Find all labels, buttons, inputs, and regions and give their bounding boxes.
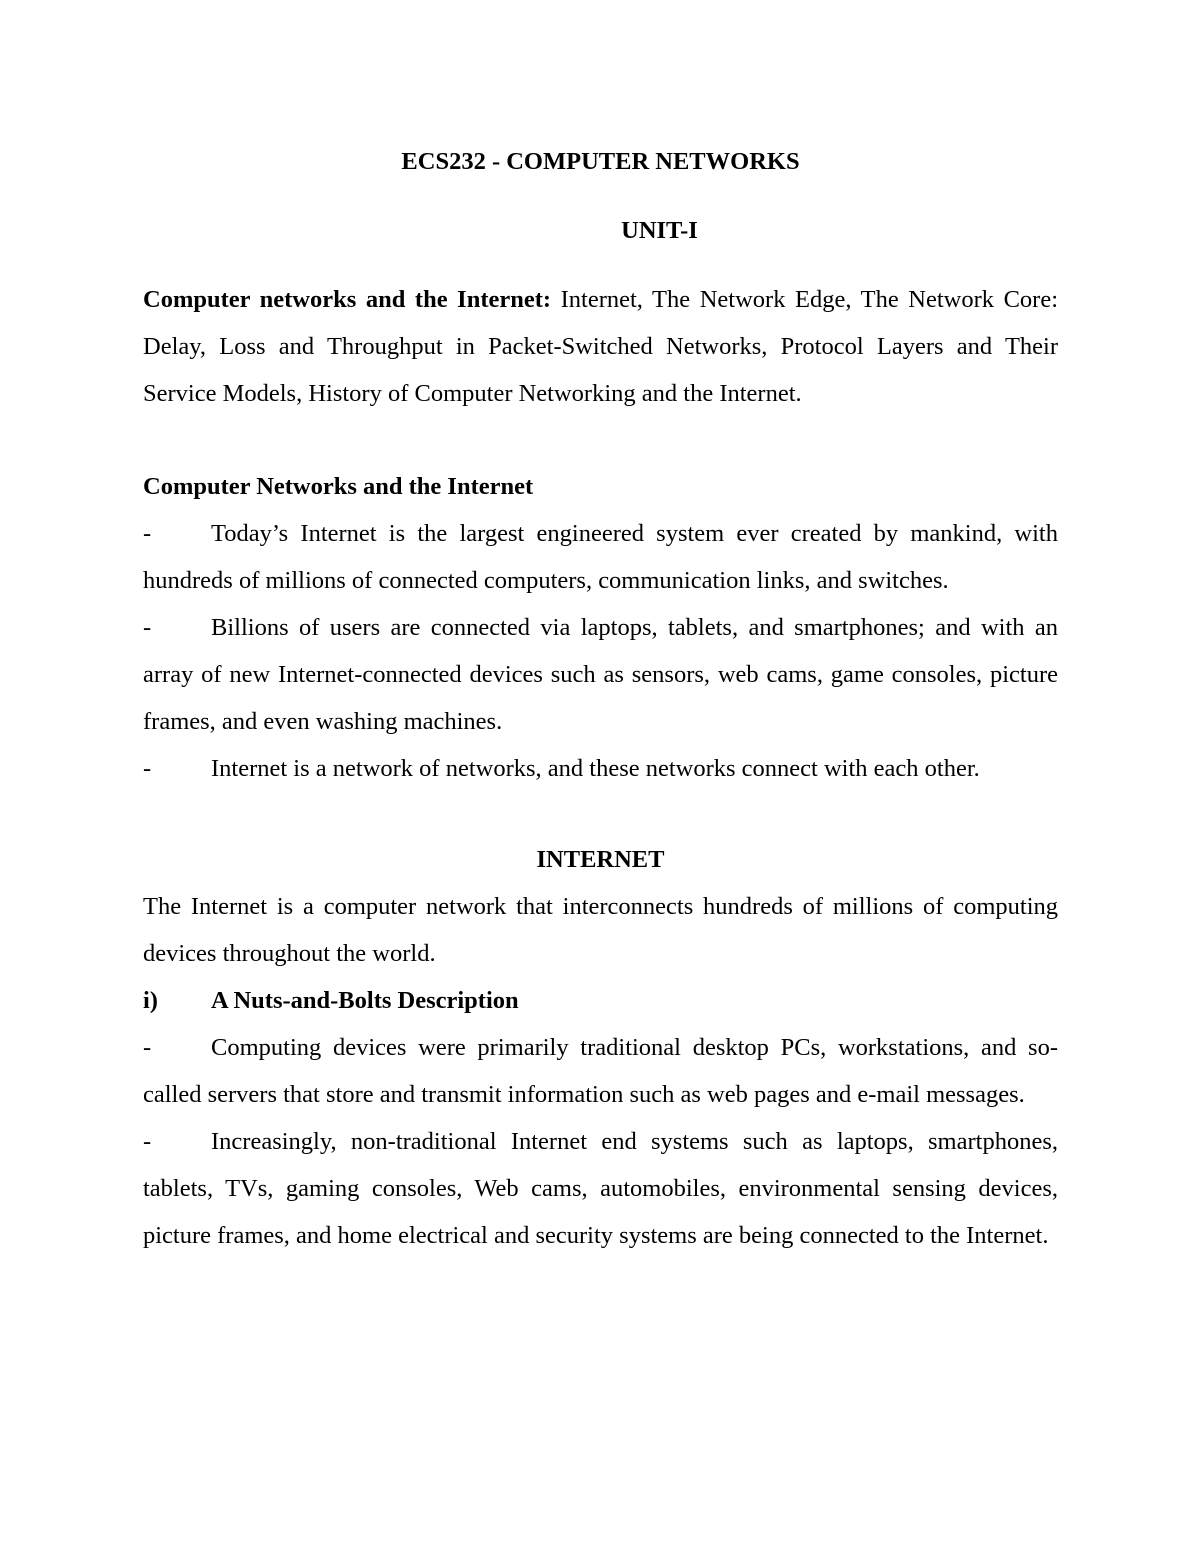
syllabus-text: Internet, The Network Edge, The Network Core: Delay, Loss and Throughput in Packet-Switched Networks, Protocol Layers and Their Service Models, History of Computer Networking and the Internet. [143, 286, 1059, 407]
bullet-item [143, 745, 1058, 792]
bullet-dash: - [143, 614, 152, 641]
bullet-dash: - [143, 1034, 152, 1061]
internet-intro-paragraph: The Internet is a computer network that interconnects hundreds of millions of computing devices throughout the world. [143, 893, 1058, 967]
bullet-text: Internet is a network of networks, and these networks connect with each other. [211, 755, 980, 782]
bullet-text: Computing devices were primarily traditional desktop PCs, workstations, and so-called servers that store and transmit information such as web pages and e-mail messages. [143, 1034, 1058, 1108]
unit-heading: UNIT-I [621, 217, 698, 244]
subsection-number: i) [143, 987, 158, 1014]
bullet-text: Billions of users are connected via laptops, tablets, and smartphones; and with an array of new Internet-connected devices such as sensors, web cams, game consoles, picture frames, and even washing machines. [143, 614, 1058, 735]
bullet-item [143, 1024, 1058, 1118]
syllabus-lead: Computer networks and the Internet: [143, 286, 552, 313]
bullet-dash: - [143, 1128, 152, 1155]
section-heading-networks: Computer Networks and the Internet [143, 473, 534, 500]
bullet-text: Increasingly, non-traditional Internet end systems such as laptops, smartphones, tablets, TVs, gaming consoles, Web cams, automobiles, environmental sensing devices, picture frames, and home electrical and security systems are being connected to the Internet. [143, 1128, 1058, 1249]
syllabus-paragraph [143, 276, 1058, 417]
bullet-dash: - [143, 520, 152, 547]
section-heading-internet: INTERNET [536, 846, 665, 873]
bullet-item [143, 1118, 1058, 1259]
document-page [143, 138, 1058, 1259]
bullet-dash: - [143, 755, 152, 782]
bullet-text: Today’s Internet is the largest engineered system ever created by mankind, with hundreds of millions of connected computers, communication links, and switches. [143, 520, 1058, 594]
subsection-title: A Nuts-and-Bolts Description [211, 987, 519, 1014]
document-title: ECS232 - COMPUTER NETWORKS [401, 148, 800, 175]
bullet-item [143, 604, 1058, 745]
subsection-heading [143, 977, 1058, 1024]
bullet-item [143, 510, 1058, 604]
